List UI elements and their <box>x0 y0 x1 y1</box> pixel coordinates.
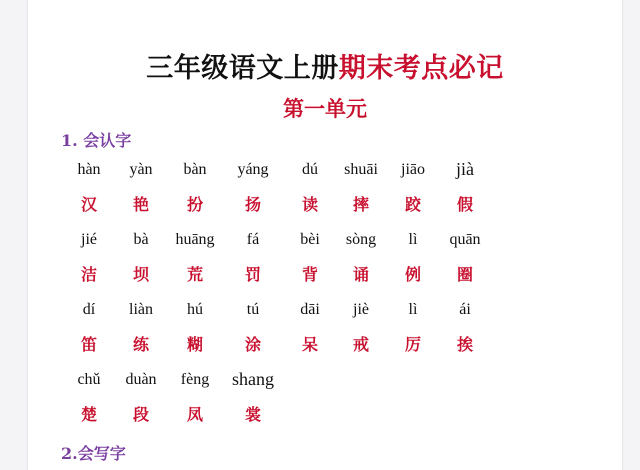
pinyin: jiāo <box>401 161 425 178</box>
pinyin: shuāi <box>344 161 378 178</box>
hanzi: 摔 <box>352 195 369 214</box>
pinyin: jià <box>456 159 474 179</box>
hanzi: 汉 <box>80 195 97 214</box>
hanzi: 挨 <box>456 335 473 354</box>
hanzi: 假 <box>456 195 473 214</box>
hanzi: 洁 <box>80 265 97 284</box>
hanzi: 读 <box>301 195 318 214</box>
hanzi: 裳 <box>244 405 261 424</box>
page-title <box>28 46 622 85</box>
unit-subtitle: 第一单元 <box>283 96 367 121</box>
hanzi: 呆 <box>301 335 318 354</box>
pinyin: jié <box>81 231 97 248</box>
hanzi: 戒 <box>352 335 369 354</box>
pinyin: liàn <box>129 301 153 318</box>
hanzi: 跤 <box>404 195 421 214</box>
pinyin: chǔ <box>77 371 101 388</box>
pinyin: fá <box>246 231 260 248</box>
pinyin: fèng <box>180 371 210 388</box>
section-heading-recognize: 1. 会认字 <box>61 131 132 150</box>
hanzi: 例 <box>404 265 421 284</box>
pinyin: dí <box>82 301 96 318</box>
hanzi: 罚 <box>244 265 261 284</box>
pinyin: lì <box>408 231 418 248</box>
hanzi: 背 <box>301 265 318 284</box>
hanzi: 扬 <box>244 195 261 214</box>
pinyin: tú <box>246 301 260 318</box>
section-heading-write: 2.会写字 <box>61 444 126 463</box>
pinyin: huāng <box>175 231 215 248</box>
hanzi: 荒 <box>186 265 203 284</box>
char-row-2 <box>28 231 622 291</box>
pinyin: yáng <box>237 161 269 178</box>
title-black-part: 三年级语文上册 <box>146 53 339 84</box>
hanzi: 笛 <box>80 335 97 354</box>
hanzi: 艳 <box>132 195 149 214</box>
pinyin: duàn <box>125 371 157 388</box>
hanzi: 厉 <box>404 335 421 354</box>
hanzi: 诵 <box>352 265 369 284</box>
hanzi: 坝 <box>132 265 149 284</box>
char-row-1 <box>28 161 622 221</box>
hanzi: 糊 <box>186 335 203 354</box>
char-row-4 <box>28 371 622 431</box>
pinyin: ái <box>459 301 471 318</box>
pinyin: bà <box>133 231 149 248</box>
hanzi: 段 <box>132 405 149 424</box>
pinyin: sòng <box>345 231 377 248</box>
document-page <box>27 0 623 470</box>
pinyin: dāi <box>300 301 320 318</box>
pinyin: yàn <box>129 161 153 178</box>
pinyin: dú <box>302 161 318 178</box>
pinyin: bàn <box>183 161 207 178</box>
pinyin: jiè <box>353 301 369 318</box>
char-row-3 <box>28 301 622 361</box>
title-red-part: 期末考点必记 <box>338 53 504 84</box>
pinyin: quān <box>449 231 481 248</box>
pinyin: bèi <box>300 231 320 248</box>
pinyin: shang <box>232 369 274 389</box>
hanzi: 楚 <box>80 405 97 424</box>
hanzi: 扮 <box>186 195 203 214</box>
pinyin: lì <box>408 301 418 318</box>
hanzi: 涂 <box>244 335 261 354</box>
pinyin: hàn <box>77 161 101 178</box>
hanzi: 凤 <box>186 405 203 424</box>
hanzi: 练 <box>132 335 149 354</box>
pinyin: hú <box>187 301 203 318</box>
hanzi: 圈 <box>456 265 473 284</box>
